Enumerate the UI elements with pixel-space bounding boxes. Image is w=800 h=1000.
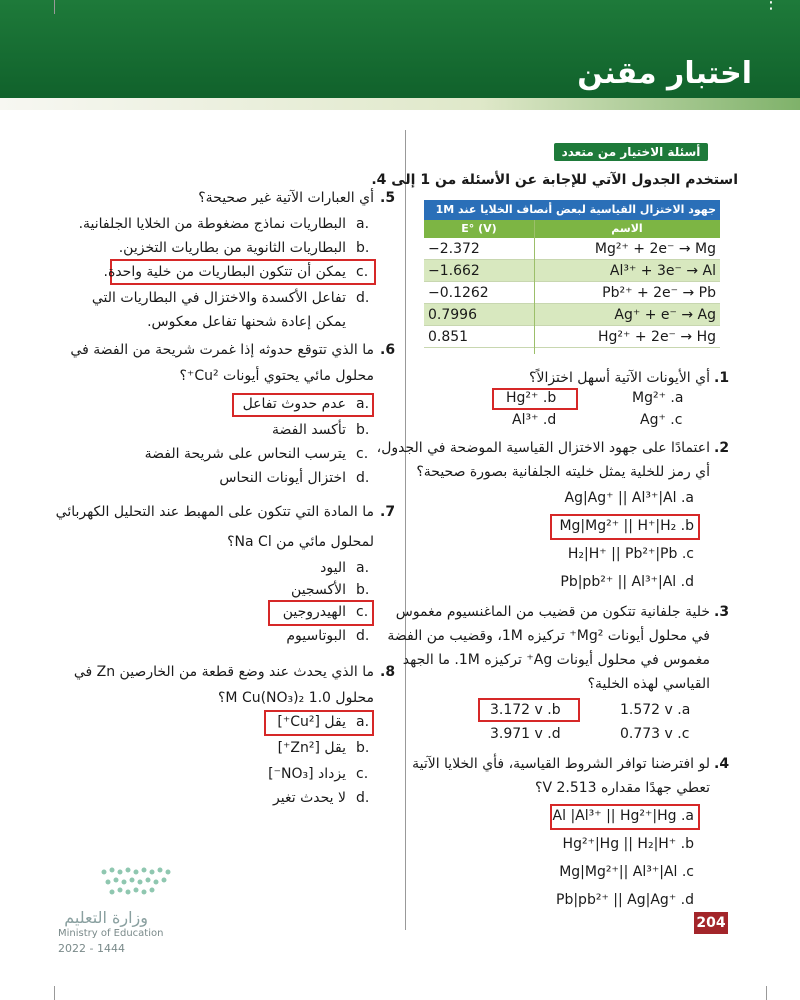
option-d[interactable]: Pb|pb²⁺ || Al³⁺|Al .d: [560, 574, 694, 590]
crop-mark: [752, 986, 767, 1000]
option-b[interactable]: 3.172 v .b: [490, 702, 561, 718]
table-row: [424, 304, 720, 326]
option-label: b.: [356, 240, 370, 256]
question-number: .2: [714, 440, 730, 456]
option-label: b.: [356, 582, 370, 598]
option-c[interactable]: الهيدروجين: [282, 604, 346, 620]
question-number: .3: [714, 604, 730, 620]
option-label: d.: [356, 790, 370, 806]
crop-mark: [40, 986, 55, 1000]
option-b[interactable]: Mg|Mg²⁺ || H⁺|H₂ .b: [559, 518, 694, 534]
question-text: تعطي جهدًا مقداره 2.513 V؟: [535, 780, 710, 796]
option-a[interactable]: Mg²⁺ .a: [632, 390, 684, 406]
table-row: [424, 238, 720, 260]
option-label: c.: [356, 446, 369, 462]
option-d[interactable]: لا يحدث تغير: [273, 790, 346, 806]
option-d[interactable]: اختزال أيونات النحاس: [219, 470, 346, 486]
option-d[interactable]: 3.971 v .d: [490, 726, 561, 742]
question-text: محلول 1.0 M Cu(NO₃)₂؟: [217, 690, 374, 706]
option-label: c.: [356, 264, 369, 280]
question-text: أي رمز للخلية يمثل خليته الجلفانية بصورة صحيحة؟: [416, 464, 710, 480]
option-c[interactable]: يمكن أن تتكون البطاريات من خلية واحدة.: [103, 264, 346, 280]
option-d[interactable]: Pb|pb²⁺ || Ag|Ag⁺ .d: [556, 892, 694, 908]
option-d[interactable]: البوتاسيوم: [286, 628, 346, 644]
option-a[interactable]: عدم حدوث تفاعل: [242, 396, 346, 412]
option-label: d.: [356, 628, 370, 644]
option-d[interactable]: تفاعل الأكسدة والاختزال في البطاريات التي: [91, 290, 346, 306]
question-text: القياسي لهذه الخلية؟: [587, 676, 710, 692]
cell-name: Mg²⁺ + 2e⁻ → Mg: [594, 241, 716, 257]
option-a[interactable]: يقل [Cu²⁺]: [277, 714, 346, 730]
page-number: 204: [694, 912, 728, 934]
question-text: ما الذي تتوقع حدوثه إذا غمرت شريحة من الفضة في: [70, 342, 374, 358]
option-a[interactable]: 1.572 v .a: [620, 702, 691, 718]
question-text: في محلول أيونات Mg²⁺ تركيزه 1M، وقضيب من الفضة: [387, 628, 710, 644]
cell-e: −2.372: [428, 241, 480, 257]
table-header: [424, 220, 720, 238]
question-number: .4: [714, 756, 730, 772]
option-label: d.: [356, 290, 370, 306]
cell-e: −0.1262: [428, 285, 489, 301]
option-a[interactable]: البطاريات نماذج مضغوطة من الخلايا الجلفانية.: [78, 216, 346, 232]
option-label: b.: [356, 740, 370, 756]
option-label: b.: [356, 422, 370, 438]
table-column-separator: [534, 220, 535, 354]
cell-name: Pb²⁺ + 2e⁻ → Pb: [602, 285, 716, 301]
option-label: c.: [356, 766, 369, 782]
option-a[interactable]: Al |Al³⁺ || Hg²⁺|Hg .a: [552, 808, 694, 824]
option-c[interactable]: يترسب النحاس على شريحة الفضة: [144, 446, 346, 462]
column-divider: [405, 130, 406, 930]
question-number: .5: [380, 190, 396, 206]
ministry-name-ar: وزارة التعليم: [64, 908, 148, 927]
option-a[interactable]: Ag|Ag⁺ || Al³⁺|Al .a: [564, 490, 694, 506]
option-d-cont: يمكن إعادة شحنها تفاعل معكوس.: [147, 314, 346, 330]
option-b[interactable]: Hg²⁺ .b: [506, 390, 557, 406]
ministry-name-en: Ministry of Education: [58, 928, 164, 939]
question-text: لمحلول مائي من Na Cl؟: [227, 534, 374, 550]
option-label: d.: [356, 470, 370, 486]
crop-mark: [40, 0, 55, 14]
option-c[interactable]: Ag⁺ .c: [640, 412, 683, 428]
option-label: a.: [356, 560, 370, 576]
table-row: [424, 326, 720, 348]
question-number: .7: [380, 504, 396, 520]
question-text: محلول مائي يحتوي أيونات Cu²⁺؟: [179, 368, 374, 384]
cell-name: Al³⁺ + 3e⁻ → Al: [609, 263, 716, 279]
question-text: أي الأيونات الآتية أسهل اختزالاً؟: [529, 370, 710, 386]
option-d[interactable]: Al³⁺ .d: [512, 412, 557, 428]
option-label: c.: [356, 604, 369, 620]
year-label: 2022 - 1444: [58, 942, 125, 955]
table-row: [424, 282, 720, 304]
option-label: a.: [356, 396, 370, 412]
column-header-name: الاسم: [611, 222, 643, 235]
table-row: [424, 260, 720, 282]
option-b[interactable]: الأكسجين: [291, 582, 346, 598]
option-b[interactable]: البطاريات الثانوية من بطاريات التخزين.: [118, 240, 346, 256]
cell-e: 0.851: [428, 329, 469, 345]
ministry-logo-icon: [96, 862, 176, 902]
cell-name: Ag⁺ + e⁻ → Ag: [614, 307, 716, 323]
more-icon[interactable]: [762, 0, 780, 5]
option-b[interactable]: Hg²⁺|Hg || H₂|H⁺ .b: [562, 836, 694, 852]
column-header-e: E° (V): [461, 222, 497, 235]
question-text: ما المادة التي تتكون على المهبط عند التحليل الكهربائي: [55, 504, 374, 520]
option-b[interactable]: يقل [Zn²⁺]: [277, 740, 346, 756]
option-c[interactable]: 0.773 v .c: [620, 726, 690, 742]
question-number: .1: [714, 370, 730, 386]
question-number: .8: [380, 664, 396, 680]
option-label: a.: [356, 714, 370, 730]
cell-name: Hg²⁺ + 2e⁻ → Hg: [597, 329, 716, 345]
option-label: a.: [356, 216, 370, 232]
cell-e: −1.662: [428, 263, 480, 279]
question-text: اعتمادًا على جهود الاختزال القياسية الموضحة في الجدول،: [376, 440, 710, 456]
question-text: ما الذي يحدث عند وضع قطعة من الخارصين Zn في: [73, 664, 374, 680]
table-title: جهود الاختزال القياسية لبعض أنصاف الخلايا عند 1M: [424, 200, 720, 220]
option-c[interactable]: H₂|H⁺ || Pb²⁺|Pb .c: [567, 546, 694, 562]
question-number: .6: [380, 342, 396, 358]
section-badge: أسئلة الاختيار من متعدد: [554, 143, 708, 161]
option-a[interactable]: اليود: [320, 560, 346, 576]
cell-e: 0.7996: [428, 307, 477, 323]
option-c[interactable]: Mg|Mg²⁺|| Al³⁺|Al .c: [559, 864, 694, 880]
question-text: مغموس في محلول أيونات Ag⁺ تركيزه 1M. ما الجهد: [402, 652, 710, 668]
question-text: خلية جلفانية تتكون من قضيب من الماغنسيوم مغموس: [395, 604, 710, 620]
question-text: أي العبارات الآتية غير صحيحة؟: [198, 190, 374, 206]
option-b[interactable]: تأكسد الفضة: [272, 422, 346, 438]
option-c[interactable]: يزداد [NO₃⁻]: [268, 766, 346, 782]
header-strip: [0, 98, 800, 110]
instructions: استخدم الجدول الآتي للإجابة عن الأسئلة من 1 إلى 4.: [371, 172, 738, 188]
question-text: لو افترضنا توافر الشروط القياسية، فأي الخلايا الآتية: [412, 756, 710, 772]
header-banner: [0, 0, 800, 108]
page-title: اختبار مقنن: [577, 56, 752, 91]
